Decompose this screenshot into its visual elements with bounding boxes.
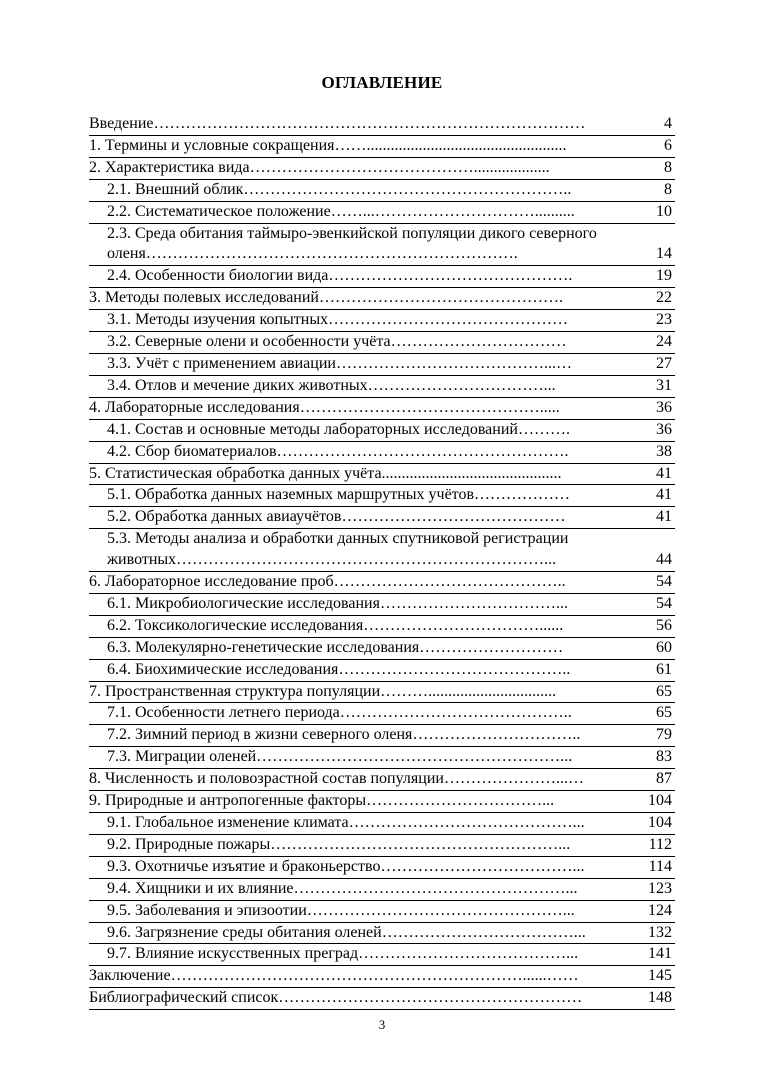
toc-entry-title xyxy=(89,507,635,529)
toc-entry-page: 141 xyxy=(635,944,675,966)
toc-entry-title-text: 6.2. Токсикологические исследования……………………………...... xyxy=(107,616,564,634)
toc-entry-title xyxy=(89,659,635,681)
toc-entry xyxy=(89,332,675,354)
toc-entry-title-text: 3.4. Отлов и мечение диких животных……………………………... xyxy=(107,376,556,394)
toc-entry-title xyxy=(89,593,635,615)
toc-entry xyxy=(89,878,675,900)
toc-entry-title-text: 9.1. Глобальное изменение климата……………………………………... xyxy=(107,814,585,831)
toc-entry xyxy=(89,310,675,332)
toc-entry-title xyxy=(89,135,635,157)
toc-entry-title-text: 9. Природные и антропогенные факторы……………………………... xyxy=(89,792,555,810)
toc-entry-page: 60 xyxy=(635,637,675,659)
toc-entry-title-text: 2.2. Систематическое положение……...………………………….......... xyxy=(107,202,575,220)
toc-entry-title-text: 5. Статистическая обработка данных учёта............................................. xyxy=(89,464,562,482)
toc-entry-title xyxy=(89,615,635,637)
toc-entry-title xyxy=(89,157,635,179)
toc-entry-page: 27 xyxy=(635,353,675,375)
toc-entry-page: 132 xyxy=(635,922,675,944)
toc-entry-title-text: 9.3. Охотничье изъятие и браконьерство………………………………... xyxy=(107,857,585,875)
toc-entry xyxy=(89,988,675,1010)
toc-entry-page: 23 xyxy=(635,310,675,332)
toc-entry-title xyxy=(89,201,635,223)
toc-entry-title xyxy=(89,529,635,572)
toc-entry-title xyxy=(89,922,635,944)
toc-entry xyxy=(89,288,675,310)
toc-entry-title xyxy=(89,397,635,419)
toc-entry-title-text: 6.3. Молекулярно-генетические исследования……………………… xyxy=(107,638,564,656)
toc-entry-title xyxy=(89,223,635,266)
toc-entry-page: 24 xyxy=(635,332,675,354)
toc-entry-title xyxy=(89,900,635,922)
toc-entry-page: 83 xyxy=(635,747,675,769)
toc-entry-page: 123 xyxy=(635,878,675,900)
toc-entry xyxy=(89,266,675,288)
toc-entry-title-text: 1. Термины и условные сокращения…….................................................. xyxy=(89,136,567,154)
toc-entry-page: 41 xyxy=(635,463,675,485)
toc-entry-title-text: 7. Пространственная структура популяции………................................ xyxy=(89,682,557,700)
toc-entry xyxy=(89,353,675,375)
toc-entry xyxy=(89,375,675,397)
toc-entry-title xyxy=(89,856,635,878)
page-title: ОГЛАВЛЕНИЕ xyxy=(321,73,443,92)
toc-entry-title xyxy=(89,747,635,769)
toc-entry-title-text: 3. Методы полевых исследований………………………………………. xyxy=(89,289,563,307)
toc-entry xyxy=(89,397,675,419)
toc-entry xyxy=(89,659,675,681)
toc-entry-title xyxy=(89,813,635,835)
toc-entry xyxy=(89,529,675,572)
toc-entry-title-text: Заключение…………………………………………………………......…… xyxy=(89,967,579,985)
toc-entry-title xyxy=(89,637,635,659)
toc-entry-page: 87 xyxy=(635,769,675,791)
toc-entry-title-text: 2. Характеристика вида……………………………………................... xyxy=(89,158,550,176)
toc-entry-page: 19 xyxy=(635,266,675,288)
toc-entry-title xyxy=(89,878,635,900)
toc-entry-title xyxy=(89,681,635,703)
toc-entry xyxy=(89,441,675,463)
toc-entry-page: 54 xyxy=(635,593,675,615)
toc-entry-page: 14 xyxy=(635,223,675,266)
toc-entry xyxy=(89,201,675,223)
toc-entry-title-text: 5.1. Обработка данных наземных маршрутных учётов……………… xyxy=(107,486,571,504)
toc-body xyxy=(89,114,675,1010)
toc-entry-title xyxy=(89,179,635,201)
toc-entry-page: 8 xyxy=(635,179,675,201)
toc-entry-title-text: 6. Лабораторное исследование проб…………………………………….. xyxy=(89,573,566,591)
toc-entry-page: 38 xyxy=(635,441,675,463)
toc-entry-title-text: 9.6. Загрязнение среды обитания оленей………………………………... xyxy=(107,923,586,941)
toc-entry-title-text: 3.3. Учёт с применением авиации…………………………………...… xyxy=(107,354,572,372)
toc-entry-title-text: 8. Численность и половозрастной состав популяции…………………...… xyxy=(89,770,584,788)
toc-entry-page: 114 xyxy=(635,856,675,878)
toc-entry xyxy=(89,463,675,485)
toc-entry-title-text: 4.1. Состав и основные методы лабораторных исследований………. xyxy=(107,420,570,438)
toc-entry-title xyxy=(89,988,635,1010)
toc-entry xyxy=(89,179,675,201)
toc-entry xyxy=(89,637,675,659)
toc-entry-page: 65 xyxy=(635,703,675,725)
toc-entry-page: 148 xyxy=(635,988,675,1010)
toc-entry-title-text: 6.4. Биохимические исследования…………………………………….. xyxy=(107,660,571,678)
toc-entry xyxy=(89,681,675,703)
toc-entry-page: 79 xyxy=(635,725,675,747)
toc-entry-page: 41 xyxy=(635,485,675,507)
toc-entry-page: 44 xyxy=(635,529,675,572)
toc-entry xyxy=(89,157,675,179)
toc-entry xyxy=(89,507,675,529)
toc-entry-title-text: 2.1. Внешний облик…………………………………………………….. xyxy=(107,180,572,198)
toc-entry-title xyxy=(89,725,635,747)
toc-entry-page: 6 xyxy=(635,135,675,157)
toc-entry-page: 36 xyxy=(635,397,675,419)
toc-entry-title xyxy=(89,419,635,441)
toc-entry xyxy=(89,813,675,835)
toc-entry-title-text: 2.4. Особенности биологии вида………………………………………. xyxy=(107,267,573,285)
toc-entry xyxy=(89,419,675,441)
toc-entry xyxy=(89,572,675,594)
toc-entry xyxy=(89,615,675,637)
toc-entry-title xyxy=(89,266,635,288)
toc-entry-title xyxy=(89,572,635,594)
toc-entry-title xyxy=(89,463,635,485)
toc-entry-title xyxy=(89,288,635,310)
page-number: 3 xyxy=(378,1017,386,1032)
toc-entry-page: 56 xyxy=(635,615,675,637)
toc-entry-title-text: 5.3. Методы анализа и обработки данных спутниковой регистрации животных……………………………………………………………... xyxy=(107,530,569,569)
toc-entry-page: 54 xyxy=(635,572,675,594)
toc-entry-page: 124 xyxy=(635,900,675,922)
toc-entry xyxy=(89,944,675,966)
toc-entry-title-text: 7.1. Особенности летнего периода…………………………………….. xyxy=(107,704,572,722)
toc-entry xyxy=(89,922,675,944)
toc-entry xyxy=(89,725,675,747)
toc-entry xyxy=(89,114,675,135)
toc-entry-title xyxy=(89,791,635,813)
toc-entry-page: 65 xyxy=(635,681,675,703)
toc-entry-title xyxy=(89,114,635,135)
toc-entry xyxy=(89,703,675,725)
toc-entry-title xyxy=(89,703,635,725)
toc-entry-title xyxy=(89,769,635,791)
toc-entry-title-text: Введение……………………………………………………………………… xyxy=(89,115,586,132)
toc-entry-title-text: 7.3. Миграции оленей…………………………………………………... xyxy=(107,748,573,766)
toc-entry-page: 22 xyxy=(635,288,675,310)
toc-entry-title xyxy=(89,353,635,375)
toc-entry xyxy=(89,747,675,769)
toc-entry-title xyxy=(89,966,635,988)
toc-entry-title-text: 9.7. Влияние искусственных преград…………………………………... xyxy=(107,945,579,963)
toc-entry-page: 10 xyxy=(635,201,675,223)
toc-entry-title xyxy=(89,441,635,463)
toc-entry xyxy=(89,834,675,856)
toc-entry-page: 104 xyxy=(635,791,675,813)
toc-entry-title-text: 4.2. Сбор биоматериалов………………………………………………. xyxy=(107,442,569,460)
toc-entry-title xyxy=(89,332,635,354)
toc-entry-title-text: 7.2. Зимний период в жизни северного оленя………………………….. xyxy=(107,726,581,744)
toc-entry-title xyxy=(89,310,635,332)
toc-entry-title-text: Библиографический список………………………………………………… xyxy=(89,989,583,1007)
toc-entry-title-text: 9.5. Заболевания и эпизоотии…………………………………………... xyxy=(107,901,575,919)
toc-entry-page: 8 xyxy=(635,157,675,179)
toc-entry-title xyxy=(89,944,635,966)
toc-entry xyxy=(89,769,675,791)
toc-entry xyxy=(89,223,675,266)
toc-entry-page: 41 xyxy=(635,507,675,529)
toc-entry-page: 104 xyxy=(635,813,675,835)
toc-entry-page: 145 xyxy=(635,966,675,988)
table-of-contents xyxy=(89,114,675,1010)
toc-entry-title-text: 9.4. Хищники и их влияние……………………………………………... xyxy=(107,879,578,897)
toc-entry-page: 31 xyxy=(635,375,675,397)
toc-entry-title-text: 9.2. Природные пожары………………………………………………... xyxy=(107,835,571,853)
toc-entry-title-text: 4. Лабораторные исследования………………………………………..... xyxy=(89,398,560,416)
toc-entry xyxy=(89,593,675,615)
toc-entry-title xyxy=(89,485,635,507)
toc-entry xyxy=(89,856,675,878)
toc-entry-title-text: 3.1. Методы изучения копытных……………………………………… xyxy=(107,311,569,329)
toc-entry xyxy=(89,135,675,157)
toc-entry xyxy=(89,485,675,507)
toc-entry-title-text: 3.2. Северные олени и особенности учёта…………………………… xyxy=(107,333,567,351)
toc-entry xyxy=(89,966,675,988)
toc-entry-page: 4 xyxy=(635,114,675,135)
toc-entry-page: 61 xyxy=(635,659,675,681)
toc-entry-title-text: 6.1. Микробиологические исследования……………………………... xyxy=(107,594,568,612)
toc-entry-title-text: 2.3. Среда обитания таймыро-эвенкийской популяции дикого северного оленя……………………………………………………………. xyxy=(107,224,597,263)
toc-entry xyxy=(89,900,675,922)
toc-entry-title xyxy=(89,834,635,856)
toc-entry-title-text: 5.2. Обработка данных авиаучётов…………………………………… xyxy=(107,508,566,526)
toc-entry-page: 36 xyxy=(635,419,675,441)
toc-entry xyxy=(89,791,675,813)
toc-entry-title xyxy=(89,375,635,397)
toc-entry-page: 112 xyxy=(635,834,675,856)
